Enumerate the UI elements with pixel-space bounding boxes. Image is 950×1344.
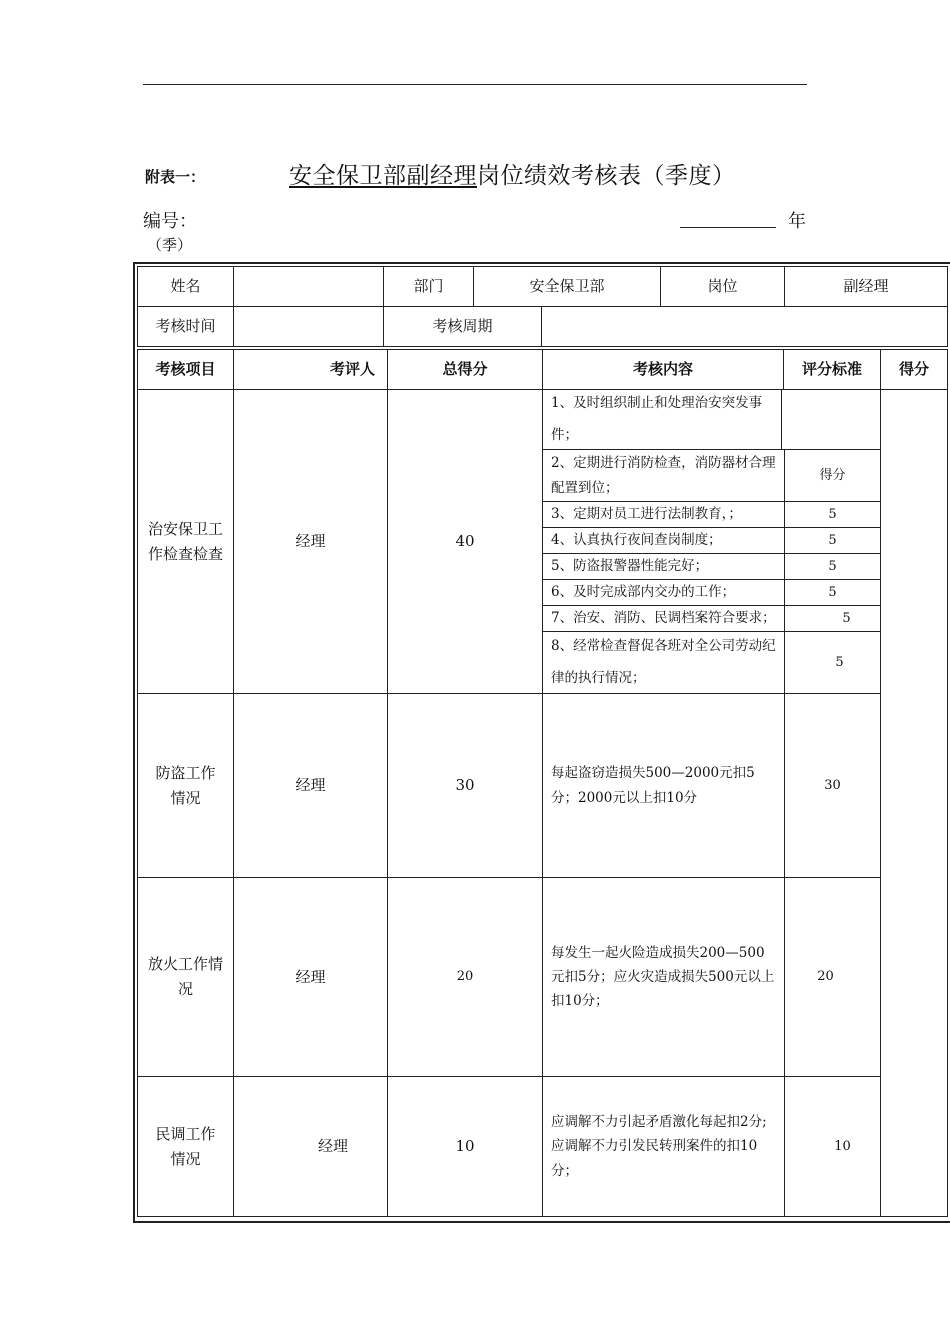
year-blank-line [680, 227, 776, 228]
standard-row-2: 得分 [784, 449, 881, 502]
section-item: 放火工作情况 [137, 877, 234, 1077]
content-row-3: 3、定期对员工进行法制教育，； [542, 501, 785, 528]
section-reviewer: 经理 [233, 389, 388, 694]
title-underlined: 安全保卫部副经理 [289, 163, 477, 189]
col-content-header: 考核内容 [542, 349, 784, 390]
dept-label: 部门 [383, 266, 474, 307]
page-title [289, 157, 736, 190]
col-reviewer-header: 考评人 [233, 349, 388, 390]
time-label: 考核时间 [137, 306, 234, 347]
serial-label: 编号： [143, 211, 197, 232]
col-item-header: 考核项目 [137, 349, 234, 390]
content-row: 每发生一起火险造成损失200—500元扣5分；应火灾造成损失500元以上扣10分； [542, 877, 785, 1077]
position-label: 岗位 [660, 266, 785, 307]
name-label: 姓名 [137, 266, 234, 307]
section-total: 40 [387, 389, 543, 694]
section-reviewer: 经理 [233, 877, 388, 1077]
content-row-2: 2、定期进行消防检查，消防器材合理配置到位； [542, 449, 785, 502]
standard-row: 20 [784, 877, 881, 1077]
standard-row-5: 5 [784, 553, 881, 580]
section-total: 10 [387, 1076, 543, 1217]
score-column[interactable] [880, 389, 948, 1217]
standard-row-4: 5 [784, 527, 881, 554]
period-value[interactable] [541, 306, 948, 347]
section-reviewer: 经理 [233, 1076, 388, 1217]
standard-row-7: 5 [784, 605, 881, 632]
time-value[interactable] [233, 306, 384, 347]
section-item: 民调工作情况 [137, 1076, 234, 1217]
content-row: 每起盗窃造损失500—2000元扣5分；2000元以上扣10分 [542, 693, 785, 878]
period-label: 考核周期 [383, 306, 542, 347]
section-reviewer: 经理 [233, 693, 388, 878]
position-value: 副经理 [784, 266, 948, 307]
name-value[interactable] [233, 266, 384, 307]
col-total-header: 总得分 [387, 349, 543, 390]
section-item: 治安保卫工作检查检查 [137, 389, 234, 694]
standard-row-6: 5 [784, 579, 881, 606]
standard-row-1 [781, 389, 881, 450]
season-label: （季） [147, 236, 193, 254]
appendix-label: 附表一： [145, 168, 206, 186]
content-row-8: 8、经常检查督促各班对全公司劳动纪律的执行情况； [542, 631, 785, 694]
section-total: 30 [387, 693, 543, 878]
section-total: 20 [387, 877, 543, 1077]
standard-row-3: 5 [784, 501, 881, 528]
title-rest: 岗位绩效考核表（季度） [477, 163, 736, 189]
standard-row: 10 [784, 1076, 881, 1217]
dept-value: 安全保卫部 [473, 266, 661, 307]
standard-row: 30 [784, 693, 881, 878]
section-item: 防盗工作情况 [137, 693, 234, 878]
content-row: 应调解不力引起矛盾激化每起扣2分;应调解不力引发民转刑案件的扣10分； [542, 1076, 785, 1217]
standard-row-8: 5 [784, 631, 881, 694]
col-score-header: 得分 [880, 349, 948, 390]
col-standard-header: 评分标准 [783, 349, 881, 390]
content-row-7: 7、治安、消防、民调档案符合要求； [542, 605, 785, 632]
content-row-4: 4、认真执行夜间查岗制度； [542, 527, 785, 554]
top-rule [143, 84, 807, 85]
content-row-5: 5、防盗报警器性能完好； [542, 553, 785, 580]
year-label: 年 [788, 211, 806, 232]
content-row-6: 6、及时完成部内交办的工作； [542, 579, 785, 606]
content-row-1: 1、及时组织制止和处理治安突发事件； [542, 389, 782, 450]
